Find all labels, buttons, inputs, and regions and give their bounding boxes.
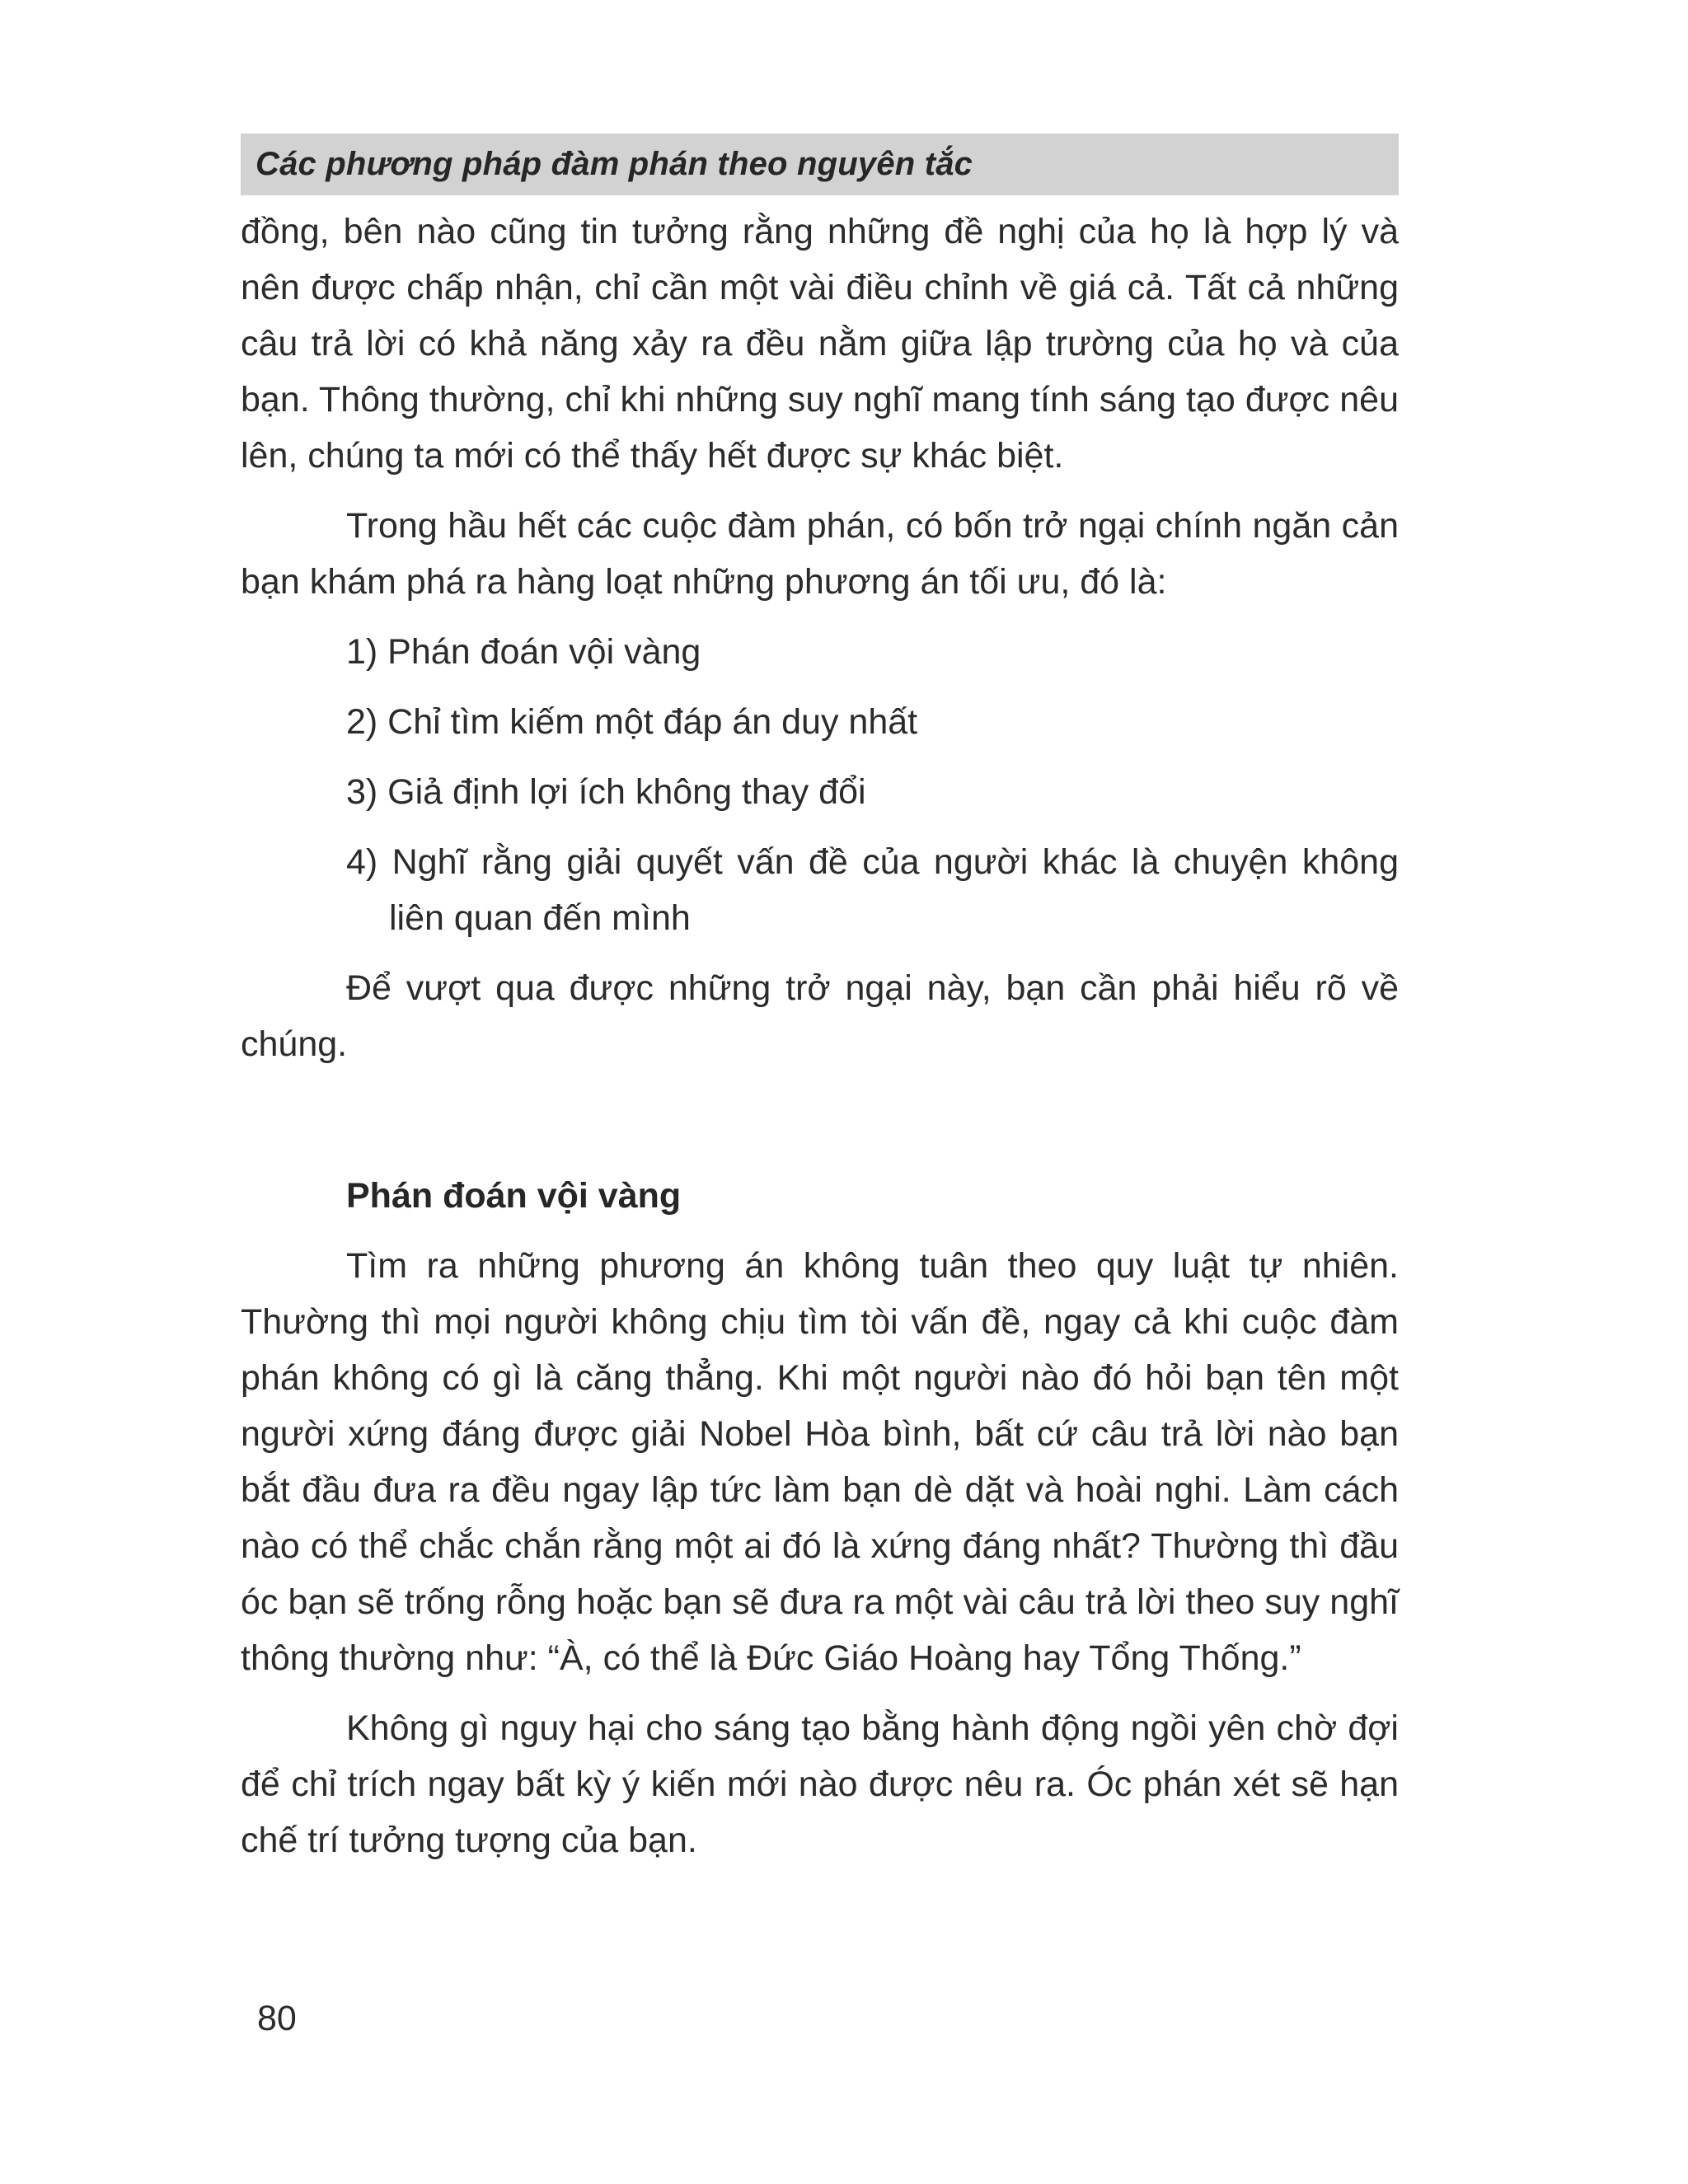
list-item: 2) Chỉ tìm kiếm một đáp án duy nhất xyxy=(346,702,918,742)
list-item: 4) Nghĩ rằng giải quyết vấn đề của người khác là chuyện không liên quan đến mình xyxy=(346,842,1399,938)
section-paragraph: Tìm ra những phương án không tuân theo quy luật tự nhiên. Thường thì mọi người không chịu tìm tòi vấn đề, ngay cả khi cuộc đàm phán không có gì là căng thẳng. Khi một người nào đó hỏi bạn tên một người xứng đáng được giải Nobel Hòa bình, bất cứ câu trả lời nào bạn bắt đầu đưa ra đều ngay lập tức làm bạn dè dặt và hoài nghi. Làm cách nào có thể chắc chắn rằng một ai đó là xứng đáng nhất? Thường thì đầu óc bạn sẽ trống rỗng hoặc bạn sẽ đưa ra một vài câu trả lời theo suy nghĩ thông thường như: “À, có thể là Đức Giáo Hoàng hay Tổng Thống.” xyxy=(241,1246,1399,1678)
section-paragraph: Không gì nguy hại cho sáng tạo bằng hành động ngồi yên chờ đợi để chỉ trích ngay bất kỳ ý kiến mới nào được nêu ra. Óc phán xét sẽ hạn chế trí tưởng tượng của bạn. xyxy=(241,1708,1399,1860)
list-item: 3) Giả định lợi ích không thay đổi xyxy=(346,772,866,812)
paragraph-continued: đồng, bên nào cũng tin tưởng rằng những đề nghị của họ là hợp lý và nên được chấp nhận, chỉ cần một vài điều chỉnh về giá cả. Tất cả những câu trả lời có khả năng xảy ra đều nằm giữa lập trường của họ và của bạn. Thông thường, chỉ khi những suy nghĩ mang tính sáng tạo được nêu lên, chúng ta mới có thể thấy hết được sự khác biệt. xyxy=(241,212,1399,476)
list-item: 1) Phán đoán vội vàng xyxy=(346,632,701,672)
obstacles-list xyxy=(241,624,1399,946)
page-body xyxy=(241,204,1399,1868)
book-page xyxy=(241,134,1399,1868)
running-header xyxy=(241,134,1399,195)
paragraph-obstacles-intro: Trong hầu hết các cuộc đàm phán, có bốn trở ngại chính ngăn cản bạn khám phá ra hàng loạt những phương án tối ưu, đó là: xyxy=(241,506,1399,602)
page-number: 80 xyxy=(257,1999,297,2038)
paragraph-after-list: Để vượt qua được những trở ngại này, bạn cần phải hiểu rõ về chúng. xyxy=(241,968,1399,1064)
running-header-title: Các phương pháp đàm phán theo nguyên tắc xyxy=(256,146,973,182)
section-heading: Phán đoán vội vàng xyxy=(346,1176,682,1216)
